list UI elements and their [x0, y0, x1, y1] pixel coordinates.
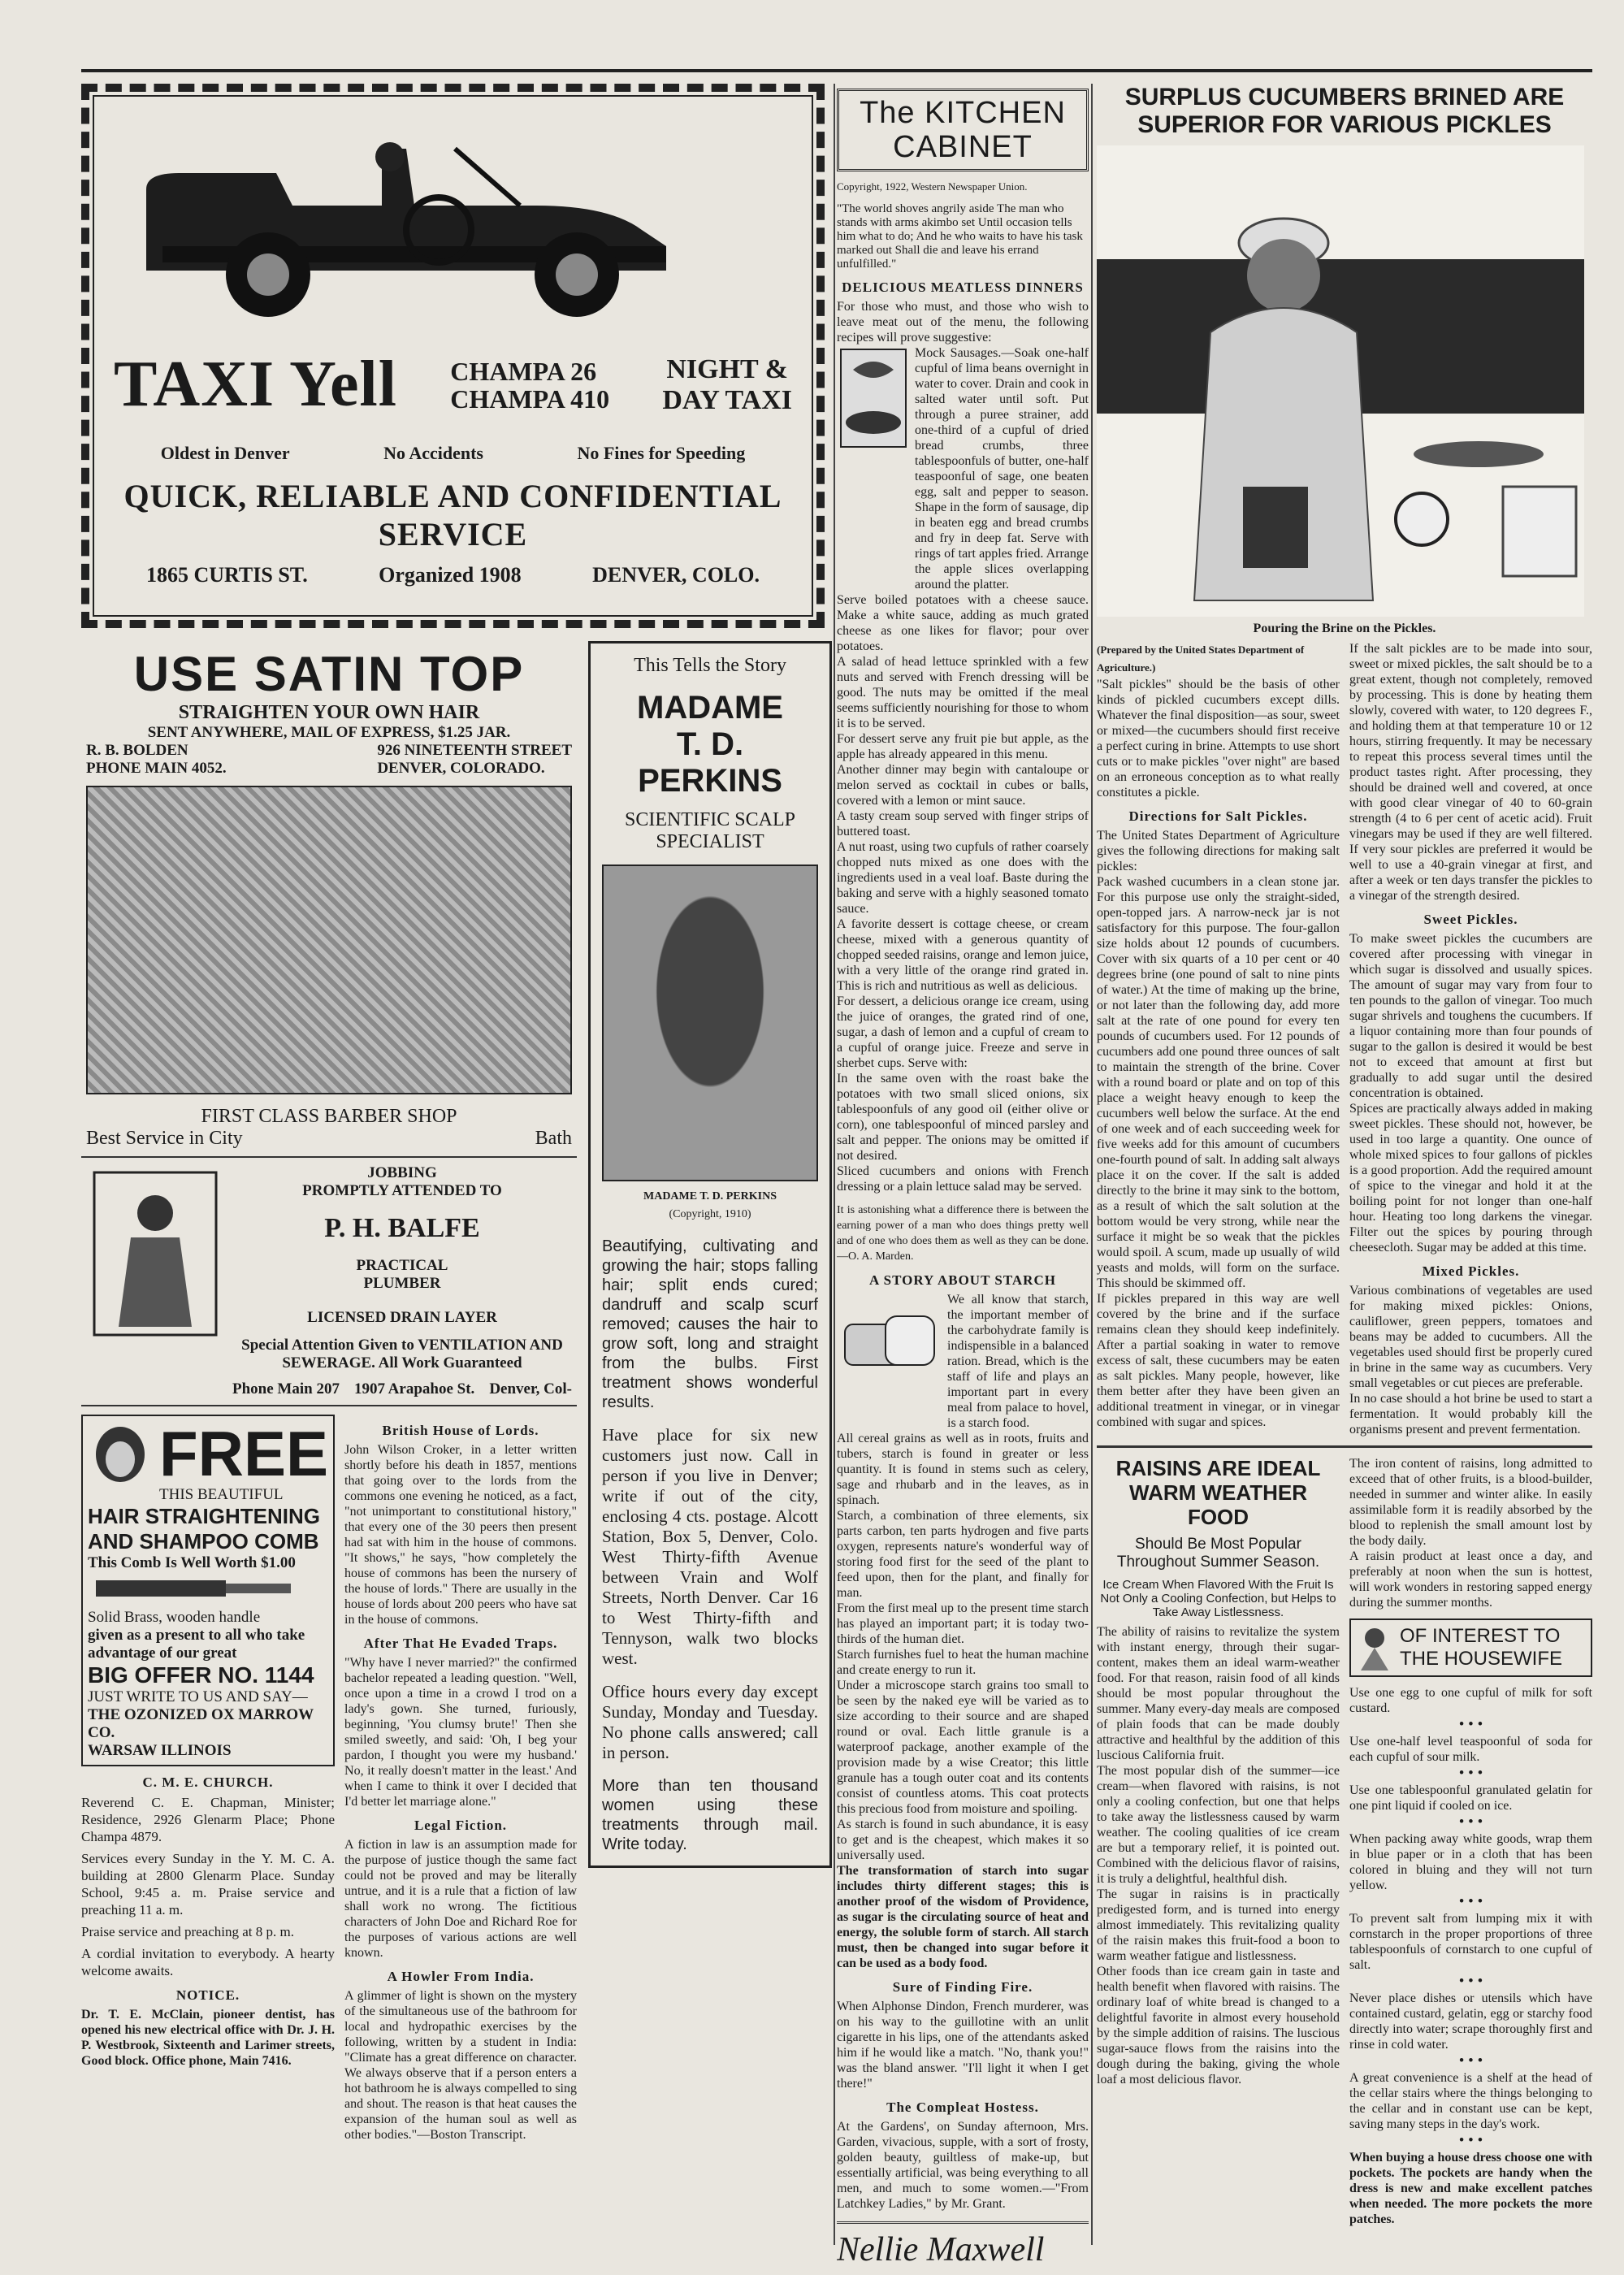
balfe-special: Special Attention Given to VENTILATION AND SEWERAGE. All Work Guaranteed — [241, 1337, 563, 1372]
starch-2: All cereal grains as well as in roots, fruits and tubers, starch is found in greater or less quantity. It is found in stems such as celery, sage and rhubarb and in the leaves, as in spinach. — [837, 1432, 1089, 1507]
cukes-a7: Spices are practically always added in making sweet pickles. These should not, however, be used in too large a quantity. One ounce of whole mixed spices to four gallons of pickles is a good proportion. Add the required amount of spice to the vinegar and hold it at the boiling point for not longer than one-half hour. Heating too long darkens the vinegar. Filter out the spices by pouring through cheesecloth. Sugar may be added at this time. — [1349, 1102, 1592, 1254]
church-evening: Praise service and preaching at 8 p. m. — [81, 1924, 294, 1939]
kitchen-title-box — [837, 89, 1089, 171]
satin-contact — [86, 742, 572, 778]
taxi-organized: Organized 1908 — [379, 563, 522, 587]
starch-3: Starch, a combination of three elements, six parts carbon, ten parts hydrogen and five parts oxygen, represents nature's wonderful way of storing food first for the seed of the plant to feed upon, then for the plant, and finally for man. — [837, 1509, 1089, 1600]
kitchen-p2: Mock Sausages.—Soak one-half cupful of lima beans overnight in water to cover. Drain and cook in salted water until soft. Put through a puree strainer, add one-third of a cupful of dried bread crumbs, three tablespoonfuls of butter, one-half teaspoonful of sage, one beaten egg, salt and pepper to season. Shape in the form of sausage, dip in beaten egg and bread crumbs and fry in deep fat. Serve with rings of tart apples fried. Arrange the apple slices overlapping around the platter. — [915, 346, 1089, 592]
starch-1: We all know that starch, the important member of the carbohydrate family is indispensible in a balanced ration. Bread, which is the staff of life and plays an important part in every meal from palace to hovel, is a starch food. — [947, 1293, 1089, 1430]
perkins-copyright: (Copyright, 1910) — [669, 1208, 751, 1220]
taxi-phones — [450, 358, 609, 413]
kitchen-p3: Serve boiled potatoes with a cheese sauce. Make a white sauce, adding as much grated cheese as one likes for flavor; pour over potatoes. — [837, 593, 1089, 653]
housewife-title1: OF INTEREST TO — [1400, 1625, 1561, 1647]
kitchen-p4: A salad of head lettuce sprinkled with a few nuts and served with French dressing will be good. The nuts may be omitted if the meal seems sufficiently nourishing for those to whom it is to be served. — [837, 655, 1089, 730]
free-comb-column — [81, 1415, 335, 2143]
fire-text: When Alphonse Dindon, French murderer, was on his way to the guillotine with an unlit cigarette in his lips, one of the attendants asked him if he would like a match. "No, thank you!" was the bland answer. "I'll light it when I get there!" — [837, 2000, 1089, 2091]
housewife-h1: Use one egg to one cupful of milk for soft custard. — [1349, 1686, 1592, 1715]
kitchen-p8: A nut roast, using two cupfuls of rather coarsely chopped nuts mixed as one does with the ingredients used in a veal loaf. Baste during the baking and serve with a highly seasoned tomato sauce. — [837, 840, 1089, 916]
cukes-a6: To make sweet pickles the cucumbers are covered after processing with vinegar in which sugar is dissolved and usually spices. The amount of sugar may vary from four to ten pounds to the gallon of vinegar. Too much sugar shrivels and toughens the cucumbers. If a liquor containing more than four pounds of sugar to the gallon is desired it would be best not to exceed that amount at first but gradually to add sugar until the desired concentration is obtained. — [1349, 932, 1592, 1100]
church-invite: A cordial invitation to everybody. A hearty welcome awaits. — [81, 1946, 336, 1978]
free-beautiful: THIS BEAUTIFUL — [159, 1486, 284, 1503]
kitchen-title2: CABINET — [893, 130, 1033, 164]
traps-head: After That He Evaded Traps. — [363, 1636, 558, 1651]
perkins-name2: T. D. PERKINS — [638, 726, 782, 799]
raisins-r1: The ability of raisins to revitalize the system with instant energy, through their sugar-content, makes them an ideal warm-weather food. For that reason, raisin food of all kinds should be most popular throughout the summer. Many every-day meals are composed of plain foods that can be made doubly attractive and healthful by the addition of this luscious California fruit. — [1097, 1625, 1340, 1762]
free-line1: HAIR STRAIGHTENING — [88, 1504, 320, 1528]
bottom-left-subcols — [81, 1415, 577, 2143]
housewife-title-box — [1349, 1618, 1592, 1677]
kitchen-p1: For those who must, and those who wish to leave meat out of the menu, the following recipes will prove suggestive: — [837, 300, 1089, 344]
taxi-taglines — [114, 443, 792, 464]
perkins-p4: More than ten thousand women using these treatments through mail. Write today. — [602, 1777, 818, 1853]
satin-phone: PHONE MAIN 4052. — [86, 760, 227, 777]
taxi-city: DENVER, COLO. — [592, 563, 760, 587]
free-offer: BIG OFFER NO. 1144 — [88, 1662, 314, 1688]
kitchen-quote: It is astonishing what a difference there is between the earning power of a man who does things pretty well and of one who does them as well as they can be done.—O. A. Marden. — [837, 1204, 1089, 1263]
balfe-licensed: LICENSED DRAIN LAYER — [307, 1309, 497, 1326]
cukes-subcols — [1097, 641, 1592, 1437]
starch-wrap — [837, 1292, 1089, 1431]
housewife-h5: To prevent salt from lumping mix it with cornstarch in the proper proportions of three tablespoonfuls of cornstarch to one cupful of salt. — [1349, 1912, 1592, 1972]
housewife-dots-4: • • • — [1458, 1893, 1483, 1910]
starch-head: A STORY ABOUT STARCH — [869, 1272, 1056, 1288]
cukes-prepared: (Prepared by the United States Department of Agriculture.) — [1097, 644, 1305, 674]
kitchen-title1: The KITCHEN — [860, 96, 1066, 130]
taxi-name-row — [114, 348, 792, 422]
kitchen-poem: "The world shoves angrily aside The man who stands with arms akimbo set Until occasion tells him what to do; And he who waits to have his task marked out Shall die and leave his errand unfulfilled." — [837, 202, 1083, 271]
balfe-ad — [81, 1158, 577, 1406]
church-title: C. M. E. CHURCH. — [142, 1774, 274, 1790]
kitchen-p9: A favorite dessert is cottage cheese, or cream cheese, mixed with a generous quantity of chopped seeded raisins, orange and lemon juice, with a very little of the orange rind grated in. This is rich and nutritious as well as delicious. — [837, 917, 1089, 993]
balfe-text — [232, 1164, 572, 1398]
perkins-p2: Have place for six new customers just now. Call in person if you live in Denver; write if out of the city, enclosing 4 cts. postage. Alcott Station, Box 5, Denver, Colo. West Thirty-fifth Avenue between Vrain and Wolf Streets, North Denver. Car 16 to West Thirty-fifth and Tennyson, walk two blocks west. — [602, 1425, 818, 1668]
woman-portrait-icon — [88, 1422, 153, 1503]
cukes-a8: Various combinations of vegetables are used for making mixed pickles: Onions, cauliflower, green peppers, tomatoes and beans may be added to cucumbers. All the vegetables used should first be properly cured in brine in the same way as cucumbers. Very small vegetables or cut pieces are preferable. — [1349, 1284, 1592, 1390]
satin-right — [377, 742, 572, 778]
housewife-dots-1: • • • — [1458, 1716, 1483, 1733]
plumber-illustration — [86, 1164, 224, 1351]
satin-title: USE SATIN TOP — [133, 647, 525, 701]
barber-left: Best Service in City — [86, 1128, 243, 1149]
taxi-service: QUICK, RELIABLE AND CONFIDENTIAL SERVICE — [123, 478, 782, 552]
free-given: given as a present to all who take advantage of our great — [88, 1627, 305, 1662]
raisins-r3: The sugar in raisins is in practically predigested form, and is turned into energy almost immediately. This revitalizing quality of the raisin makes this fruit-food a boon to warm weather fatigue and listlessness. — [1097, 1887, 1340, 1963]
traps-text: "Why have I never married?" the confirmed bachelor repeated a leading question. "Well, once upon a time in a crowd I trod on a lady's gown. She turned, furiously, beginning, 'You clumsy brute!' Then she smiled sweetly, and said: 'Oh, I beg your pardon, I thought you were my husband.' No, it really doesn't matter in the least.' And when I came to think it over I decided that I'd better let marriage alone." — [344, 1656, 577, 1809]
housewife-dots-5: • • • — [1458, 1973, 1483, 1990]
raisins-head2: WARM WEATHER FOOD — [1128, 1480, 1308, 1529]
left-ads-column — [81, 84, 833, 2143]
fiction-text: A fiction in law is an assumption made for the purpose of justice though the same fact could not be proved and may be literally untrue, and it is a rule that a fiction of law shall work no wrong. The fictitious characters of John Doe and Richard Roe for the purposes of various actions are well known. — [344, 1838, 577, 1960]
satin-top-ad — [81, 639, 577, 1158]
raisins-sub: Should Be Most Popular Throughout Summer Season. — [1116, 1536, 1320, 1571]
free-word-wrap — [159, 1418, 329, 1504]
newspaper-page — [81, 69, 1592, 2268]
taxi-day: DAY TAXI — [662, 384, 792, 415]
free-top — [88, 1418, 329, 1504]
housewife-h3: Use one tablespoonful granulated gelatin for one pint liquid if cooled on ice. — [1349, 1783, 1592, 1813]
cukes-head2: SUPERIOR FOR VARIOUS PICKLES — [1137, 111, 1552, 138]
kitchen-p6: Another dinner may begin with cantaloupe or melon served as cocktail in cubes or balls, covered with a lemon or mint sauce. — [837, 763, 1089, 808]
cukes-mixed-head: Mixed Pickles. — [1422, 1263, 1520, 1279]
taxi-tag-oldest: Oldest in Denver — [160, 443, 290, 463]
taxi-car-illustration — [114, 116, 731, 327]
hostess-head: The Compleat Hostess. — [886, 2100, 1039, 2115]
balfe-contact — [232, 1380, 572, 1398]
perkins-intro: This Tells the Story — [634, 655, 786, 676]
perkins-caption: MADAME T. D. PERKINS — [643, 1190, 777, 1202]
housewife-h6: Never place dishes or utensils which have contained custard, gelatin, egg or starchy food directly into water; scrape thoroughly first and rinse in cold water. — [1349, 1991, 1592, 2052]
kitchen-dish-icon — [837, 345, 910, 451]
free-brass: Solid Brass, wooden handle — [88, 1609, 261, 1626]
perkins-subcolumn — [588, 639, 832, 2143]
raisins-r2: The most popular dish of the summer—ice cream—when flavored with raisins, is not only a cooling confection, but one that helps to take away the listlessness caused by warm weather. The cooling qualities of ice cream are but a temporary relief, it is pointed out. Combined with the delicious flavor of raisins, it is truly a delightful, healthful dish. — [1097, 1764, 1340, 1886]
free-worth: This Comb Is Well Worth $1.00 — [88, 1554, 296, 1571]
satin-street: 926 NINETEENTH STREET — [377, 742, 572, 759]
raisins-subcols — [1097, 1456, 1592, 2227]
raisins-sub2: Ice Cream When Flavored With the Fruit Is Not Only a Cooling Confection, but Helps to Take Away Listlessness. — [1100, 1578, 1336, 1619]
balfe-name: P. H. BALFE — [324, 1213, 480, 1243]
starch-8: The transformation of starch into sugar includes thirty different stages; this is another proof of the wisdom of Providence, as sugar is the circulating source of heat and energy, the soluble form of starch. All starch must, then be changed into sugar before it can be used as a body food. — [837, 1864, 1089, 1970]
free-write: JUST WRITE TO US AND SAY— — [88, 1688, 308, 1705]
kitchen-column — [837, 84, 1089, 2269]
free-comb-ad — [81, 1415, 335, 1766]
kitchen-p2-wrap — [837, 345, 1089, 592]
pickles-photo — [1097, 145, 1584, 617]
free-line2: AND SHAMPOO COMB — [88, 1529, 319, 1554]
cukes-a9: In no case should a hot brine be used to start a fermentation. It would probably kill the organisms present and prevent fermentation. — [1349, 1392, 1592, 1436]
taxi-phone-2: CHAMPA 410 — [450, 384, 610, 414]
fire-head: Sure of Finding Fire. — [892, 1979, 1033, 1995]
barber-row — [86, 1128, 572, 1150]
barber-right: Bath — [535, 1128, 572, 1149]
housewife-h8: When buying a house dress choose one with pockets. The pockets are handy when the dress is new and make excellent patches when needed. The more pockets the more patches. — [1349, 2151, 1592, 2226]
perkins-name1: MADAME — [637, 690, 783, 726]
perkins-p3: Office hours every day except Sunday, Monday and Tuesday. No phone calls answered; call in person. — [602, 1682, 818, 1762]
taxi-address: 1865 CURTIS ST. — [146, 563, 308, 587]
notice-title: NOTICE. — [175, 1987, 240, 2003]
howler-head: A Howler From India. — [387, 1969, 535, 1984]
misc-column — [344, 1415, 577, 2143]
housewife-title-wrap — [1400, 1625, 1562, 1670]
starch-5: Starch furnishes fuel to heat the human machine and create energy to run it. — [837, 1648, 1089, 1677]
raisins-col — [1097, 1456, 1340, 2227]
cukes-a1: "Salt pickles" should be the basis of other kinds of pickled cucumbers except dills. Whatever the final disposition—as sour, sweet or mixed—the cucumbers should first receive a perfect curing in brine. Attempts to use short cuts or to make pickles "over night" are based on an erroneous conception as to what really constitutes a pickle. — [1097, 678, 1340, 800]
kitchen-copyright: Copyright, 1922, Western Newspaper Union. — [837, 180, 1028, 193]
kitchen-p7: A tasty cream soup served with finger strips of buttered toast. — [837, 809, 1089, 838]
top-rule — [81, 69, 1592, 72]
cukes-left — [1097, 641, 1340, 1437]
housewife-h4: When packing away white goods, wrap them in blue paper or in a cloth that has been colored in bluing and they will not turn yellow. — [1349, 1832, 1592, 1892]
church-services: Services every Sunday in the Y. M. C. A. building at 2800 Glenarm Place. Sunday School, 9:45 a. m. Praise service and preaching 11 a. m. — [81, 1851, 336, 1918]
cukes-right — [1349, 641, 1592, 1437]
howler-text: A glimmer of light is shown on the mystery of the simultaneous use of the bathroom for local and hydropathic exercises by the following, written by a student in India: "Climate has a great difference on character. We always observe that if a person enters a hot bathroom he is always compelled to sing and shout. The reason is that heat causes the expansion of the human soul as well as other bodies."—Boston Transcript. — [344, 1989, 577, 2142]
cukes-a5: If the salt pickles are to be made into sour, sweet or mixed pickles, the salt should be to a great extent, though not completely, removed by processing. This is done by heating them slowly, covered with water, to 120 degrees F., and holding them at that temperature 10 or 12 hours, stirring frequently. It may be necessary to repeat this process several times until the product tastes right. After processing, they should be drained well and covered, at once with good clear vinegar of 40 to 60-grain strength (4 to 6 per cent of acetic acid). Fruit vinegars may be used if they are well filtered. If very sour pickles are preferred it would be well to use a 40-grain vinegar at first, and after a week or ten days transfer the pickles to a vinegar of the strength desired. — [1349, 642, 1592, 903]
housewife-col — [1349, 1456, 1592, 2227]
perkins-portrait — [602, 864, 818, 1181]
balfe-addr: 1907 Arapahoe St. — [353, 1380, 475, 1398]
balfe-phone: Phone Main 207 — [232, 1380, 340, 1398]
housewife-h2: Use one-half level teaspoonful of soda for each cupful of sour milk. — [1349, 1735, 1592, 1764]
ads-subcolumns — [81, 639, 833, 2143]
perkins-role: SCIENTIFIC SCALP SPECIALIST — [624, 809, 796, 852]
perkins-ad — [588, 641, 832, 1868]
housewife-dots-6: • • • — [1458, 2052, 1483, 2069]
starch-7: As starch is found in such abundance, it is easy to get and is the cheapest, which makes it so universally used. — [837, 1818, 1089, 1862]
starch-6: Under a microscope starch grains too small to be seen by the naked eye will be varied as to size according to their source and are shaped round or oval. Each little granule is a waterproof package, another example of the provision made by a wise Creator; this little granule has a tough outer coat and its contents consist of countless atoms. This coat protects this precious food from moisture and spoiling. — [837, 1679, 1089, 1816]
raisins-divider — [1097, 1445, 1592, 1448]
satin-city: DENVER, COLORADO. — [377, 760, 545, 777]
free-company: THE OZONIZED OX MARROW CO. — [88, 1706, 314, 1741]
free-word: FREE — [159, 1418, 329, 1489]
housewife-h7: A great convenience is a shelf at the head of the cellar stairs where the things belonging to the cellar and in constant use can be kept, saving many steps in the day's work. — [1349, 2071, 1592, 2131]
kitchen-p12: Sliced cucumbers and onions with French dressing or a plain lettuce salad may be served. — [837, 1164, 1089, 1194]
pickles-column — [1097, 84, 1592, 2227]
housewife-title2: THE HOUSEWIFE — [1400, 1648, 1563, 1670]
raisins-head1: RAISINS ARE IDEAL — [1115, 1456, 1321, 1480]
housewife-dots-7: • • • — [1458, 2132, 1483, 2149]
perkins-p1: Beautifying, cultivating and growing the hair; stops falling hair; split ends cured; dandruff and scalp scurf removed; causes the hair to grow soft, long and straight from the bulbs. First treatment shows wonderful results. — [602, 1237, 818, 1411]
taxi-phone-1: CHAMPA 26 — [450, 356, 597, 386]
notice-text: Dr. T. E. McClain, pioneer dentist, has opened his new electrical office with Dr. J. H. P. Westbrook, Sixteenth and Larimer streets, Good block. Office phone, Main 7416. — [81, 2008, 336, 2068]
taxi-address-row — [146, 563, 760, 587]
cukes-a4: If pickles prepared in this way are well covered by the brine and if the surface remains clean they should keep indefinitely. After a partial soaking in water to remove excess of salt, these cucumbers may be eaten as salt pickles. Many people, however, like them better after they have been given an additional treatment in vinegar, or in vinegar combined with sugar and spices. — [1097, 1292, 1340, 1429]
barber-title: FIRST CLASS BARBER SHOP — [201, 1106, 457, 1127]
satin-mail: SENT ANYWHERE, MAIL OF EXPRESS, $1.25 JAR. — [147, 724, 511, 741]
lords-head: British House of Lords. — [382, 1423, 539, 1438]
cukes-dir-head: Directions for Salt Pickles. — [1128, 808, 1308, 824]
taxi-night-day — [662, 354, 792, 416]
hostess-text: At the Gardens', on Sunday afternoon, Mrs. Garden, vivacious, supple, with a sort of frosty, golden beauty, guiltless of make-up, but essentially artificial, was being everything to all men, and much to some women.—"From Latchkey Ladies," by Mr. Grant. — [837, 2120, 1089, 2211]
taxi-brand: TAXI Yell — [114, 349, 397, 420]
barber-shop-photo — [86, 786, 572, 1094]
cukes-a3: Pack washed cucumbers in a clean stone jar. For this purpose use only the straight-sided, open-topped jars. A narrow-neck jar is not satisfactory for this purpose. The four-gallon size holds about 12 pounds of cucumbers. Cover with six quarts of a 10 per cent or 40 degrees brine (one pound of salt to nine pints of water.) At the time of making up the brine, or not later than the following day, add more salt at the rate of one pound for every ten pounds of cucumbers used. For 12 pounds of cucumbers add one pound three ounces of salt to maintain the strength of the brine. Cover with a round board or plate and on top of this place a weight heavy enough to keep the cucumbers well below the surface. At the end of one week and of each succeeding week for five weeks add for this amount of cucumbers one-fourth pound of salt. In adding salt always place it on the cover. If the salt is added directly to the brine it may sink to the bottom, as a result of which the salt solution at the bottom would be very strong, while near the surface it might be so weak that the pickles would spoil. A scum, made up usually of wild yeasts and molds, will form on the surface. This should be skimmed off. — [1097, 875, 1340, 1290]
taxi-ad — [81, 84, 825, 628]
balfe-city: Denver, Col- — [489, 1380, 572, 1398]
raisins-r5: The iron content of raisins, long admitted to exceed that of other fruits, is a blood-builder, needed in summer and winter alike. In easily assimilable form it is readily absorbed by the blood to replenish the small amount lost by the body daily. — [1349, 1457, 1592, 1548]
starch-4: From the first meal up to the present time starch has played an important part; it is today two-thirds of the human diet. — [837, 1601, 1089, 1646]
kitchen-head: DELICIOUS MEATLESS DINNERS — [842, 280, 1084, 295]
taxi-night: NIGHT & — [666, 353, 788, 384]
housewife-dots-3: • • • — [1458, 1814, 1483, 1831]
raisins-r6: A raisin product at least once a day, and preferably at noon when the sun is hottest, will work wonders in restoring sapped energy during the summer months. — [1349, 1549, 1592, 1610]
cukes-head1: SURPLUS CUCUMBERS BRINED ARE — [1124, 84, 1565, 110]
balfe-plumber: PLUMBER — [363, 1275, 441, 1292]
signature: Nellie Maxwell — [837, 2221, 1089, 2269]
cukes-a2: The United States Department of Agriculture gives the following directions for making salt pickles: — [1097, 829, 1340, 873]
left-ads-subcolumn — [81, 639, 577, 2143]
bread-loaf-icon — [837, 1292, 942, 1381]
free-city: WARSAW ILLINOIS — [88, 1742, 232, 1759]
raisins-r4: Other foods than ice cream gain in taste and health benefit when flavored with raisins. The ordinary loaf of white bread is changed to a delightful favorite in almost every household by the simple addition of raisins. The luscious sugar-sauce flows from the raisins into the dough during the baking, giving the whole loaf a most delicious flavor. — [1097, 1965, 1340, 2086]
kitchen-p10: For dessert, a delicious orange ice cream, using the juice of oranges, the grated rind of one, sugar, a dash of lemon and a cupful of cream to a cupful of orange juice. Freeze and serve in sherbet cups. Serve with: — [837, 994, 1089, 1070]
fiction-head: Legal Fiction. — [414, 1818, 508, 1833]
balfe-promptly: PROMPTLY ATTENDED TO — [302, 1182, 502, 1199]
satin-left — [86, 742, 227, 778]
church-minister: Reverend C. E. Chapman, Minister; Residence, 2926 Glenarm Place; Phone Champa 4879. — [81, 1795, 336, 1844]
housewife-dots-2: • • • — [1458, 1765, 1483, 1782]
taxi-tag-fines: No Fines for Speeding — [577, 443, 746, 463]
lords-text: John Wilson Croker, in a letter written shortly before his death in 1857, mentions that going over to the lords from the commons one evening he noticed, as a fact, "not unimportant to constitutional history," that every one of the 30 peers then present had sat with him in the house of commons. "It shows," he says, "how completely the house of commons has been the nursery of the house of lords." There are usually in the house of lords about 200 peers who have sat in the house of commons. — [344, 1443, 577, 1627]
satin-name: R. B. BOLDEN — [86, 742, 188, 759]
balfe-jobbing: JOBBING — [367, 1164, 437, 1181]
kitchen-p11: In the same oven with the roast bake the potatoes with two small sliced onions, six tablespoonfuls of any good oil (either olive or corn), one tablespoonful of minced parsley and salt and pepper. The onions may be omitted if not desired. — [837, 1072, 1089, 1163]
satin-subtitle: STRAIGHTEN YOUR OWN HAIR — [178, 702, 480, 723]
balfe-practical: PRACTICAL — [356, 1257, 448, 1274]
column-rule-1 — [834, 84, 835, 2245]
kitchen-p5: For dessert serve any fruit pie but apple, as the apple has already appeared in this menu. — [837, 732, 1089, 761]
cukes-sweet-head: Sweet Pickles. — [1423, 912, 1518, 927]
column-rule-2 — [1091, 84, 1093, 2245]
taxi-tag-accidents: No Accidents — [383, 443, 483, 463]
housewife-icon — [1354, 1623, 1395, 1672]
cukes-caption: Pouring the Brine on the Pickles. — [1253, 622, 1436, 635]
comb-icon — [88, 1572, 299, 1605]
